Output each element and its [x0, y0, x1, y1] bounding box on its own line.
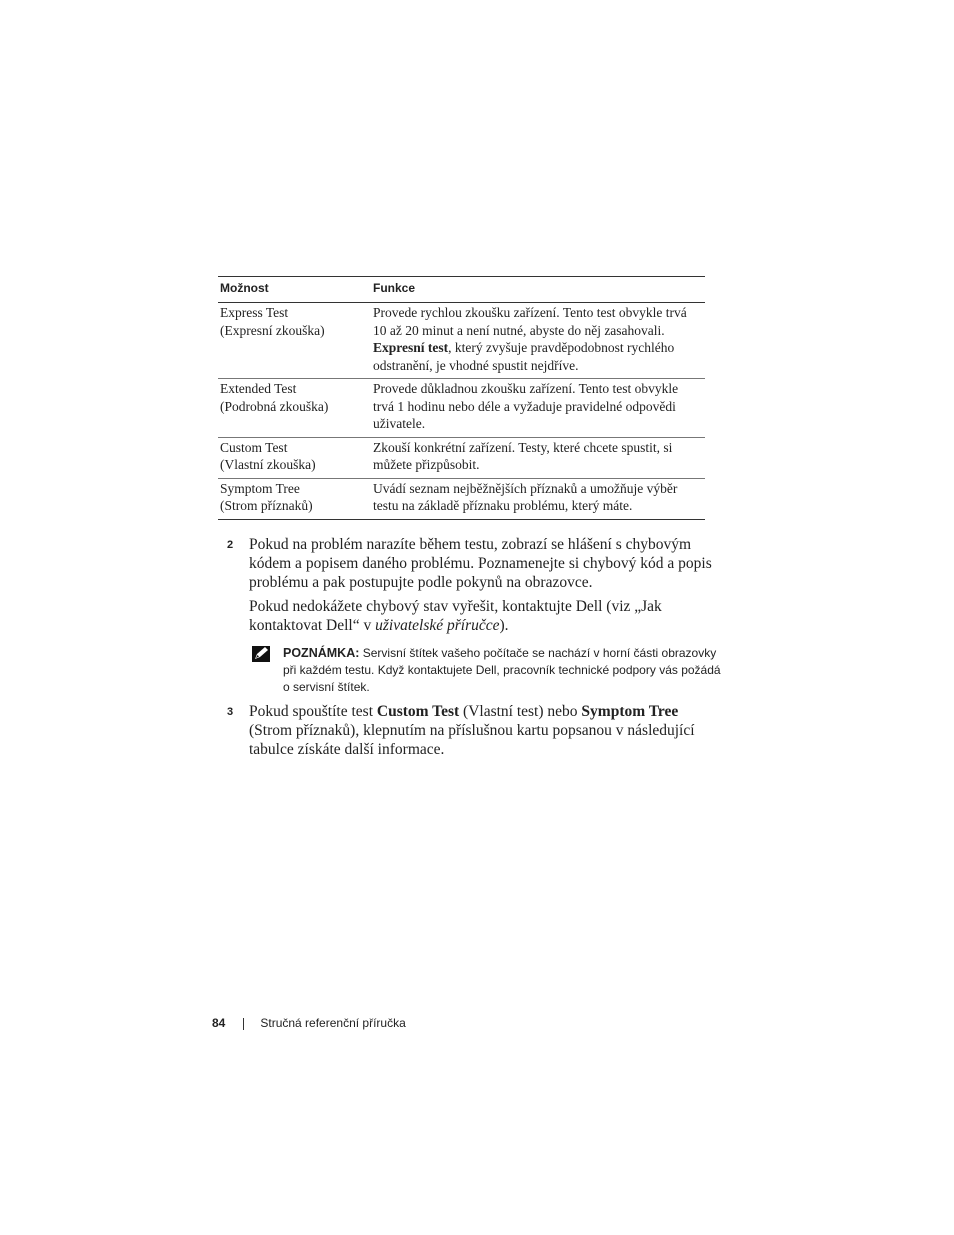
table-row: [218, 303, 705, 379]
function-cell: Uvádí seznam nejběžnějších příznaků a umožňuje výběr testu na základě příznaku problému, který máte.: [371, 478, 705, 519]
header-option: Možnost: [218, 277, 371, 303]
options-table: [218, 276, 705, 520]
option-cell: Extended Test (Podrobná zkouška): [218, 379, 371, 438]
page-number: 84: [212, 1016, 226, 1030]
step-number: 3: [227, 706, 234, 718]
footer-divider: [243, 1018, 244, 1030]
note-box: POZNÁMKA: Servisní štítek vašeho počítače se nachází v horní části obrazovky při každém testu. Když kontaktujete Dell, pracovník technické podpory vás požádá o servisní štítek.: [283, 646, 721, 694]
page-footer: [212, 1016, 406, 1030]
footer-title: Stručná referenční příručka: [260, 1016, 406, 1030]
step-number: 2: [227, 539, 234, 551]
table-row: [218, 478, 705, 519]
table-header-row: [218, 277, 705, 303]
function-cell: Zkouší konkrétní zařízení. Testy, které chcete spustit, si můžete přizpůsobit.: [371, 437, 705, 478]
step-2-text: Pokud na problém narazíte během testu, zobrazí se hlášení s chybovým kódem a popisem daného problému. Poznamenejte si chybový kód a popis problému a pak postupujte podle pokynů na obrazovce.: [249, 536, 712, 591]
table-row: [218, 437, 705, 478]
note-pencil-icon: [251, 645, 271, 663]
step-3-text: Pokud spouštíte test Custom Test (Vlastní test) nebo Symptom Tree (Strom příznaků), klepnutím na příslušnou kartu popsanou v následující tabulce získáte další informace.: [249, 703, 695, 758]
note-label: POZNÁMKA:: [283, 646, 360, 660]
option-cell: Express Test (Expresní zkouška): [218, 303, 371, 379]
header-function: Funkce: [371, 277, 705, 303]
function-cell: Provede rychlou zkoušku zařízení. Tento test obvykle trvá 10 až 20 minut a není nutné, abyste do něj zasahovali. Expresní test, který zvyšuje pravděpodobnost rychlého odstranění, je vhodné spustit nejdříve.: [371, 303, 705, 379]
table-row: [218, 379, 705, 438]
option-cell: Symptom Tree (Strom příznaků): [218, 478, 371, 519]
option-cell: Custom Test (Vlastní zkouška): [218, 437, 371, 478]
function-cell: Provede důkladnou zkoušku zařízení. Tento test obvykle trvá 1 hodinu nebo déle a vyžaduje pravidelné odpovědi uživatele.: [371, 379, 705, 438]
step-2-paragraph-2: Pokud nedokážete chybový stav vyřešit, kontaktujte Dell (viz „Jak kontaktovat Dell“ v uživatelské příručce).: [249, 598, 662, 634]
